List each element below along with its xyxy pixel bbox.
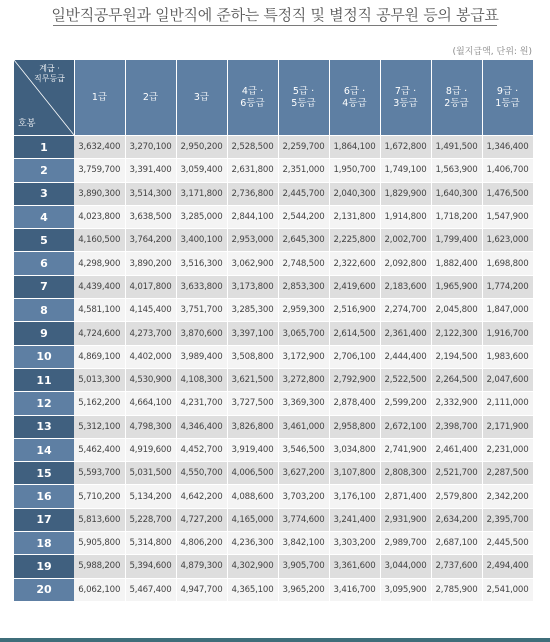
salary-cell: 4,664,100 (125, 392, 176, 415)
salary-cell: 2,645,300 (278, 229, 329, 252)
salary-cell: 3,638,500 (125, 205, 176, 228)
salary-cell: 4,302,900 (227, 555, 278, 578)
salary-cell: 2,111,000 (482, 392, 533, 415)
hobong-cell: 1 (14, 136, 74, 159)
hobong-cell: 15 (14, 462, 74, 485)
column-header-line1: 7급 · (394, 85, 417, 97)
salary-cell: 2,045,800 (431, 299, 482, 322)
salary-cell: 2,047,600 (482, 368, 533, 391)
salary-cell: 2,614,500 (329, 322, 380, 345)
salary-cell: 4,023,800 (74, 205, 125, 228)
salary-cell: 3,633,800 (176, 275, 227, 298)
salary-cell: 3,272,800 (278, 368, 329, 391)
table-row (14, 299, 533, 322)
salary-cell: 6,062,100 (74, 578, 125, 601)
salary-cell: 2,287,500 (482, 462, 533, 485)
hobong-cell: 13 (14, 415, 74, 438)
salary-cell: 5,710,200 (74, 485, 125, 508)
column-header-line1: 4급 · (241, 85, 264, 97)
salary-cell: 3,905,700 (278, 555, 329, 578)
salary-cell: 4,869,100 (74, 345, 125, 368)
salary-cell: 4,550,700 (176, 462, 227, 485)
salary-cell: 4,346,400 (176, 415, 227, 438)
salary-cell: 3,176,100 (329, 485, 380, 508)
salary-cell: 3,826,800 (227, 415, 278, 438)
salary-cell: 2,687,100 (431, 532, 482, 555)
column-header-line2: 4등급 (342, 97, 367, 109)
column-header-line1: 8급 · (445, 85, 468, 97)
salary-cell: 2,950,200 (176, 136, 227, 159)
salary-cell: 2,322,600 (329, 252, 380, 275)
salary-cell: 4,879,300 (176, 555, 227, 578)
hobong-cell: 12 (14, 392, 74, 415)
table-row (14, 555, 533, 578)
salary-cell: 1,916,700 (482, 322, 533, 345)
salary-cell: 2,494,400 (482, 555, 533, 578)
salary-cell: 2,332,900 (431, 392, 482, 415)
salary-cell: 2,131,800 (329, 205, 380, 228)
table-row (14, 578, 533, 601)
salary-cell: 4,642,200 (176, 485, 227, 508)
table-row (14, 462, 533, 485)
table-row (14, 229, 533, 252)
salary-cell: 3,171,800 (176, 182, 227, 205)
corner-grade-line1: 계급 · (39, 64, 60, 73)
salary-cell: 5,031,500 (125, 462, 176, 485)
hobong-cell: 3 (14, 182, 74, 205)
salary-cell: 5,162,200 (74, 392, 125, 415)
salary-cell: 2,092,800 (380, 252, 431, 275)
salary-cell: 3,546,500 (278, 438, 329, 461)
salary-cell: 4,145,400 (125, 299, 176, 322)
column-header-9 (482, 60, 533, 136)
salary-cell: 1,829,900 (380, 182, 431, 205)
hobong-cell: 10 (14, 345, 74, 368)
salary-cell: 2,599,200 (380, 392, 431, 415)
salary-cell: 5,467,400 (125, 578, 176, 601)
salary-cell: 3,870,600 (176, 322, 227, 345)
column-header-line2: 3등급 (393, 97, 418, 109)
hobong-cell: 7 (14, 275, 74, 298)
salary-cell: 4,402,000 (125, 345, 176, 368)
salary-cell: 2,706,100 (329, 345, 380, 368)
salary-cell: 2,194,500 (431, 345, 482, 368)
salary-cell: 3,107,800 (329, 462, 380, 485)
salary-cell: 3,727,500 (227, 392, 278, 415)
hobong-cell: 9 (14, 322, 74, 345)
salary-cell: 1,864,100 (329, 136, 380, 159)
salary-cell: 1,718,200 (431, 205, 482, 228)
salary-cell: 2,231,000 (482, 438, 533, 461)
salary-cell: 4,088,600 (227, 485, 278, 508)
column-header-line1: 9급 · (496, 85, 519, 97)
corner-grade-line2: 직무등급 (34, 74, 65, 83)
salary-cell: 2,672,100 (380, 415, 431, 438)
salary-cell: 5,988,200 (74, 555, 125, 578)
salary-cell: 2,871,400 (380, 485, 431, 508)
salary-cell: 4,798,300 (125, 415, 176, 438)
salary-cell: 2,445,500 (482, 532, 533, 555)
salary-cell: 2,516,900 (329, 299, 380, 322)
salary-cell: 5,228,700 (125, 508, 176, 531)
salary-cell: 3,516,300 (176, 252, 227, 275)
salary-cell: 3,034,800 (329, 438, 380, 461)
salary-cell: 4,727,200 (176, 508, 227, 531)
salary-cell: 2,631,800 (227, 159, 278, 182)
salary-cell: 3,965,200 (278, 578, 329, 601)
unit-note: (월지급액, 단위: 원) (452, 47, 532, 57)
column-header-2 (125, 60, 176, 136)
salary-cell: 3,751,700 (176, 299, 227, 322)
table-row (14, 438, 533, 461)
salary-cell: 2,792,900 (329, 368, 380, 391)
salary-cell: 2,634,200 (431, 508, 482, 531)
salary-cell: 3,514,300 (125, 182, 176, 205)
salary-cell: 3,621,500 (227, 368, 278, 391)
salary-cell: 2,040,300 (329, 182, 380, 205)
salary-cell: 1,563,900 (431, 159, 482, 182)
salary-cell: 1,914,800 (380, 205, 431, 228)
salary-cell: 2,444,400 (380, 345, 431, 368)
salary-cell: 2,461,400 (431, 438, 482, 461)
salary-cell: 3,632,400 (74, 136, 125, 159)
header-row (14, 60, 533, 136)
salary-cell: 1,749,100 (380, 159, 431, 182)
salary-cell: 2,853,300 (278, 275, 329, 298)
salary-cell: 1,640,300 (431, 182, 482, 205)
column-header-line1: 1급 (91, 91, 108, 103)
salary-cell: 3,059,400 (176, 159, 227, 182)
table-row (14, 252, 533, 275)
table-row (14, 275, 533, 298)
table-row (14, 322, 533, 345)
salary-cell: 3,285,300 (227, 299, 278, 322)
table-row (14, 205, 533, 228)
salary-cell: 3,774,600 (278, 508, 329, 531)
salary-cell: 2,522,500 (380, 368, 431, 391)
salary-cell: 1,965,900 (431, 275, 482, 298)
salary-cell: 3,303,200 (329, 532, 380, 555)
column-header-3 (176, 60, 227, 136)
table-row (14, 415, 533, 438)
salary-cell: 3,270,100 (125, 136, 176, 159)
hobong-cell: 18 (14, 532, 74, 555)
column-header-line1: 5급 · (292, 85, 315, 97)
column-header-7 (380, 60, 431, 136)
salary-cell: 1,847,000 (482, 299, 533, 322)
hobong-cell: 16 (14, 485, 74, 508)
salary-cell: 2,528,500 (227, 136, 278, 159)
salary-cell: 4,298,900 (74, 252, 125, 275)
salary-cell: 3,764,200 (125, 229, 176, 252)
column-header-line2: 1등급 (495, 97, 520, 109)
salary-cell: 3,062,900 (227, 252, 278, 275)
column-header-line2: 2등급 (444, 97, 469, 109)
salary-cell: 5,813,600 (74, 508, 125, 531)
salary-cell: 2,878,400 (329, 392, 380, 415)
column-header-1 (74, 60, 125, 136)
salary-cell: 5,905,800 (74, 532, 125, 555)
salary-cell: 2,541,000 (482, 578, 533, 601)
salary-cell: 3,285,000 (176, 205, 227, 228)
salary-cell: 5,314,800 (125, 532, 176, 555)
salary-cell: 5,462,400 (74, 438, 125, 461)
salary-cell: 1,346,400 (482, 136, 533, 159)
salary-cell: 3,095,900 (380, 578, 431, 601)
salary-cell: 2,521,700 (431, 462, 482, 485)
salary-cell: 3,044,000 (380, 555, 431, 578)
salary-cell: 3,400,100 (176, 229, 227, 252)
table-row (14, 136, 533, 159)
salary-cell: 2,844,100 (227, 205, 278, 228)
hobong-cell: 8 (14, 299, 74, 322)
column-header-line2: 5등급 (291, 97, 316, 109)
salary-cell: 2,741,900 (380, 438, 431, 461)
hobong-cell: 5 (14, 229, 74, 252)
salary-cell: 4,806,200 (176, 532, 227, 555)
table-row (14, 532, 533, 555)
salary-cell: 2,953,000 (227, 229, 278, 252)
table-row (14, 485, 533, 508)
table-row (14, 182, 533, 205)
salary-cell: 4,160,500 (74, 229, 125, 252)
salary-cell: 4,581,100 (74, 299, 125, 322)
salary-cell: 4,273,700 (125, 322, 176, 345)
salary-cell: 3,890,300 (74, 182, 125, 205)
salary-table (14, 60, 534, 602)
column-header-line1: 3급 (193, 91, 210, 103)
salary-cell: 3,065,700 (278, 322, 329, 345)
salary-cell: 3,361,600 (329, 555, 380, 578)
salary-cell: 1,698,800 (482, 252, 533, 275)
salary-cell: 2,171,900 (482, 415, 533, 438)
salary-cell: 3,397,100 (227, 322, 278, 345)
title-underline (53, 25, 497, 26)
salary-cell: 4,236,300 (227, 532, 278, 555)
salary-cell: 1,547,900 (482, 205, 533, 228)
table-row (14, 392, 533, 415)
hobong-cell: 4 (14, 205, 74, 228)
salary-cell: 2,002,700 (380, 229, 431, 252)
salary-cell: 2,342,200 (482, 485, 533, 508)
column-header-6 (329, 60, 380, 136)
salary-cell: 2,351,000 (278, 159, 329, 182)
salary-cell: 1,406,700 (482, 159, 533, 182)
table-body (14, 136, 533, 602)
salary-cell: 2,958,800 (329, 415, 380, 438)
salary-cell: 2,544,200 (278, 205, 329, 228)
salary-cell: 1,983,600 (482, 345, 533, 368)
salary-cell: 4,231,700 (176, 392, 227, 415)
corner-header-cell (14, 60, 74, 136)
salary-cell: 2,225,800 (329, 229, 380, 252)
salary-cell: 3,391,400 (125, 159, 176, 182)
salary-cell: 3,173,800 (227, 275, 278, 298)
salary-cell: 2,183,600 (380, 275, 431, 298)
salary-cell: 3,172,900 (278, 345, 329, 368)
table-row (14, 345, 533, 368)
salary-cell: 3,989,400 (176, 345, 227, 368)
salary-cell: 3,890,200 (125, 252, 176, 275)
salary-cell: 1,672,800 (380, 136, 431, 159)
salary-cell: 2,736,800 (227, 182, 278, 205)
salary-cell: 4,724,600 (74, 322, 125, 345)
salary-cell: 2,931,900 (380, 508, 431, 531)
salary-cell: 1,799,400 (431, 229, 482, 252)
column-header-line2: 6등급 (240, 97, 265, 109)
salary-cell: 4,439,400 (74, 275, 125, 298)
salary-cell: 2,989,700 (380, 532, 431, 555)
column-header-4 (227, 60, 278, 136)
salary-cell: 5,593,700 (74, 462, 125, 485)
salary-cell: 2,737,600 (431, 555, 482, 578)
page-title: 일반직공무원과 일반직에 준하는 특정직 및 별정직 공무원 등의 봉급표 (51, 6, 499, 24)
hobong-cell: 6 (14, 252, 74, 275)
salary-cell: 1,950,700 (329, 159, 380, 182)
column-header-8 (431, 60, 482, 136)
salary-cell: 1,882,400 (431, 252, 482, 275)
salary-cell: 2,274,700 (380, 299, 431, 322)
table-row (14, 159, 533, 182)
table-row (14, 508, 533, 531)
hobong-cell: 2 (14, 159, 74, 182)
salary-cell: 2,785,900 (431, 578, 482, 601)
table-row (14, 368, 533, 391)
salary-cell: 1,491,500 (431, 136, 482, 159)
hobong-cell: 19 (14, 555, 74, 578)
salary-cell: 1,774,200 (482, 275, 533, 298)
column-header-line1: 6급 · (343, 85, 366, 97)
corner-grade-label (34, 64, 65, 84)
salary-cell: 1,476,500 (482, 182, 533, 205)
salary-cell: 4,108,300 (176, 368, 227, 391)
corner-hobong-label: 호봉 (18, 119, 36, 129)
salary-cell: 4,919,600 (125, 438, 176, 461)
salary-cell: 3,508,800 (227, 345, 278, 368)
salary-cell: 4,006,500 (227, 462, 278, 485)
salary-cell: 2,748,500 (278, 252, 329, 275)
hobong-cell: 11 (14, 368, 74, 391)
salary-cell: 2,395,700 (482, 508, 533, 531)
salary-cell: 2,959,300 (278, 299, 329, 322)
salary-cell: 4,947,700 (176, 578, 227, 601)
salary-cell: 2,122,300 (431, 322, 482, 345)
salary-cell: 2,361,400 (380, 322, 431, 345)
column-header-line1: 2급 (142, 91, 159, 103)
salary-cell: 2,808,300 (380, 462, 431, 485)
salary-cell: 2,398,700 (431, 415, 482, 438)
bottom-accent-bar (0, 638, 550, 642)
salary-cell: 3,703,200 (278, 485, 329, 508)
hobong-cell: 14 (14, 438, 74, 461)
salary-cell: 2,419,600 (329, 275, 380, 298)
salary-cell: 3,759,700 (74, 159, 125, 182)
salary-cell: 2,579,800 (431, 485, 482, 508)
salary-cell: 3,416,700 (329, 578, 380, 601)
salary-cell: 5,013,300 (74, 368, 125, 391)
salary-cell: 3,919,400 (227, 438, 278, 461)
salary-cell: 3,369,300 (278, 392, 329, 415)
hobong-cell: 20 (14, 578, 74, 601)
salary-cell: 2,264,500 (431, 368, 482, 391)
hobong-cell: 17 (14, 508, 74, 531)
salary-cell: 4,165,000 (227, 508, 278, 531)
salary-cell: 3,842,100 (278, 532, 329, 555)
salary-cell: 4,530,900 (125, 368, 176, 391)
salary-cell: 5,394,600 (125, 555, 176, 578)
column-header-5 (278, 60, 329, 136)
salary-cell: 4,017,800 (125, 275, 176, 298)
salary-cell: 5,312,100 (74, 415, 125, 438)
salary-cell: 3,627,200 (278, 462, 329, 485)
salary-cell: 3,241,400 (329, 508, 380, 531)
salary-cell: 5,134,200 (125, 485, 176, 508)
salary-cell: 2,445,700 (278, 182, 329, 205)
salary-cell: 3,461,000 (278, 415, 329, 438)
salary-cell: 2,259,700 (278, 136, 329, 159)
salary-cell: 4,452,700 (176, 438, 227, 461)
salary-cell: 1,623,000 (482, 229, 533, 252)
salary-cell: 4,365,100 (227, 578, 278, 601)
